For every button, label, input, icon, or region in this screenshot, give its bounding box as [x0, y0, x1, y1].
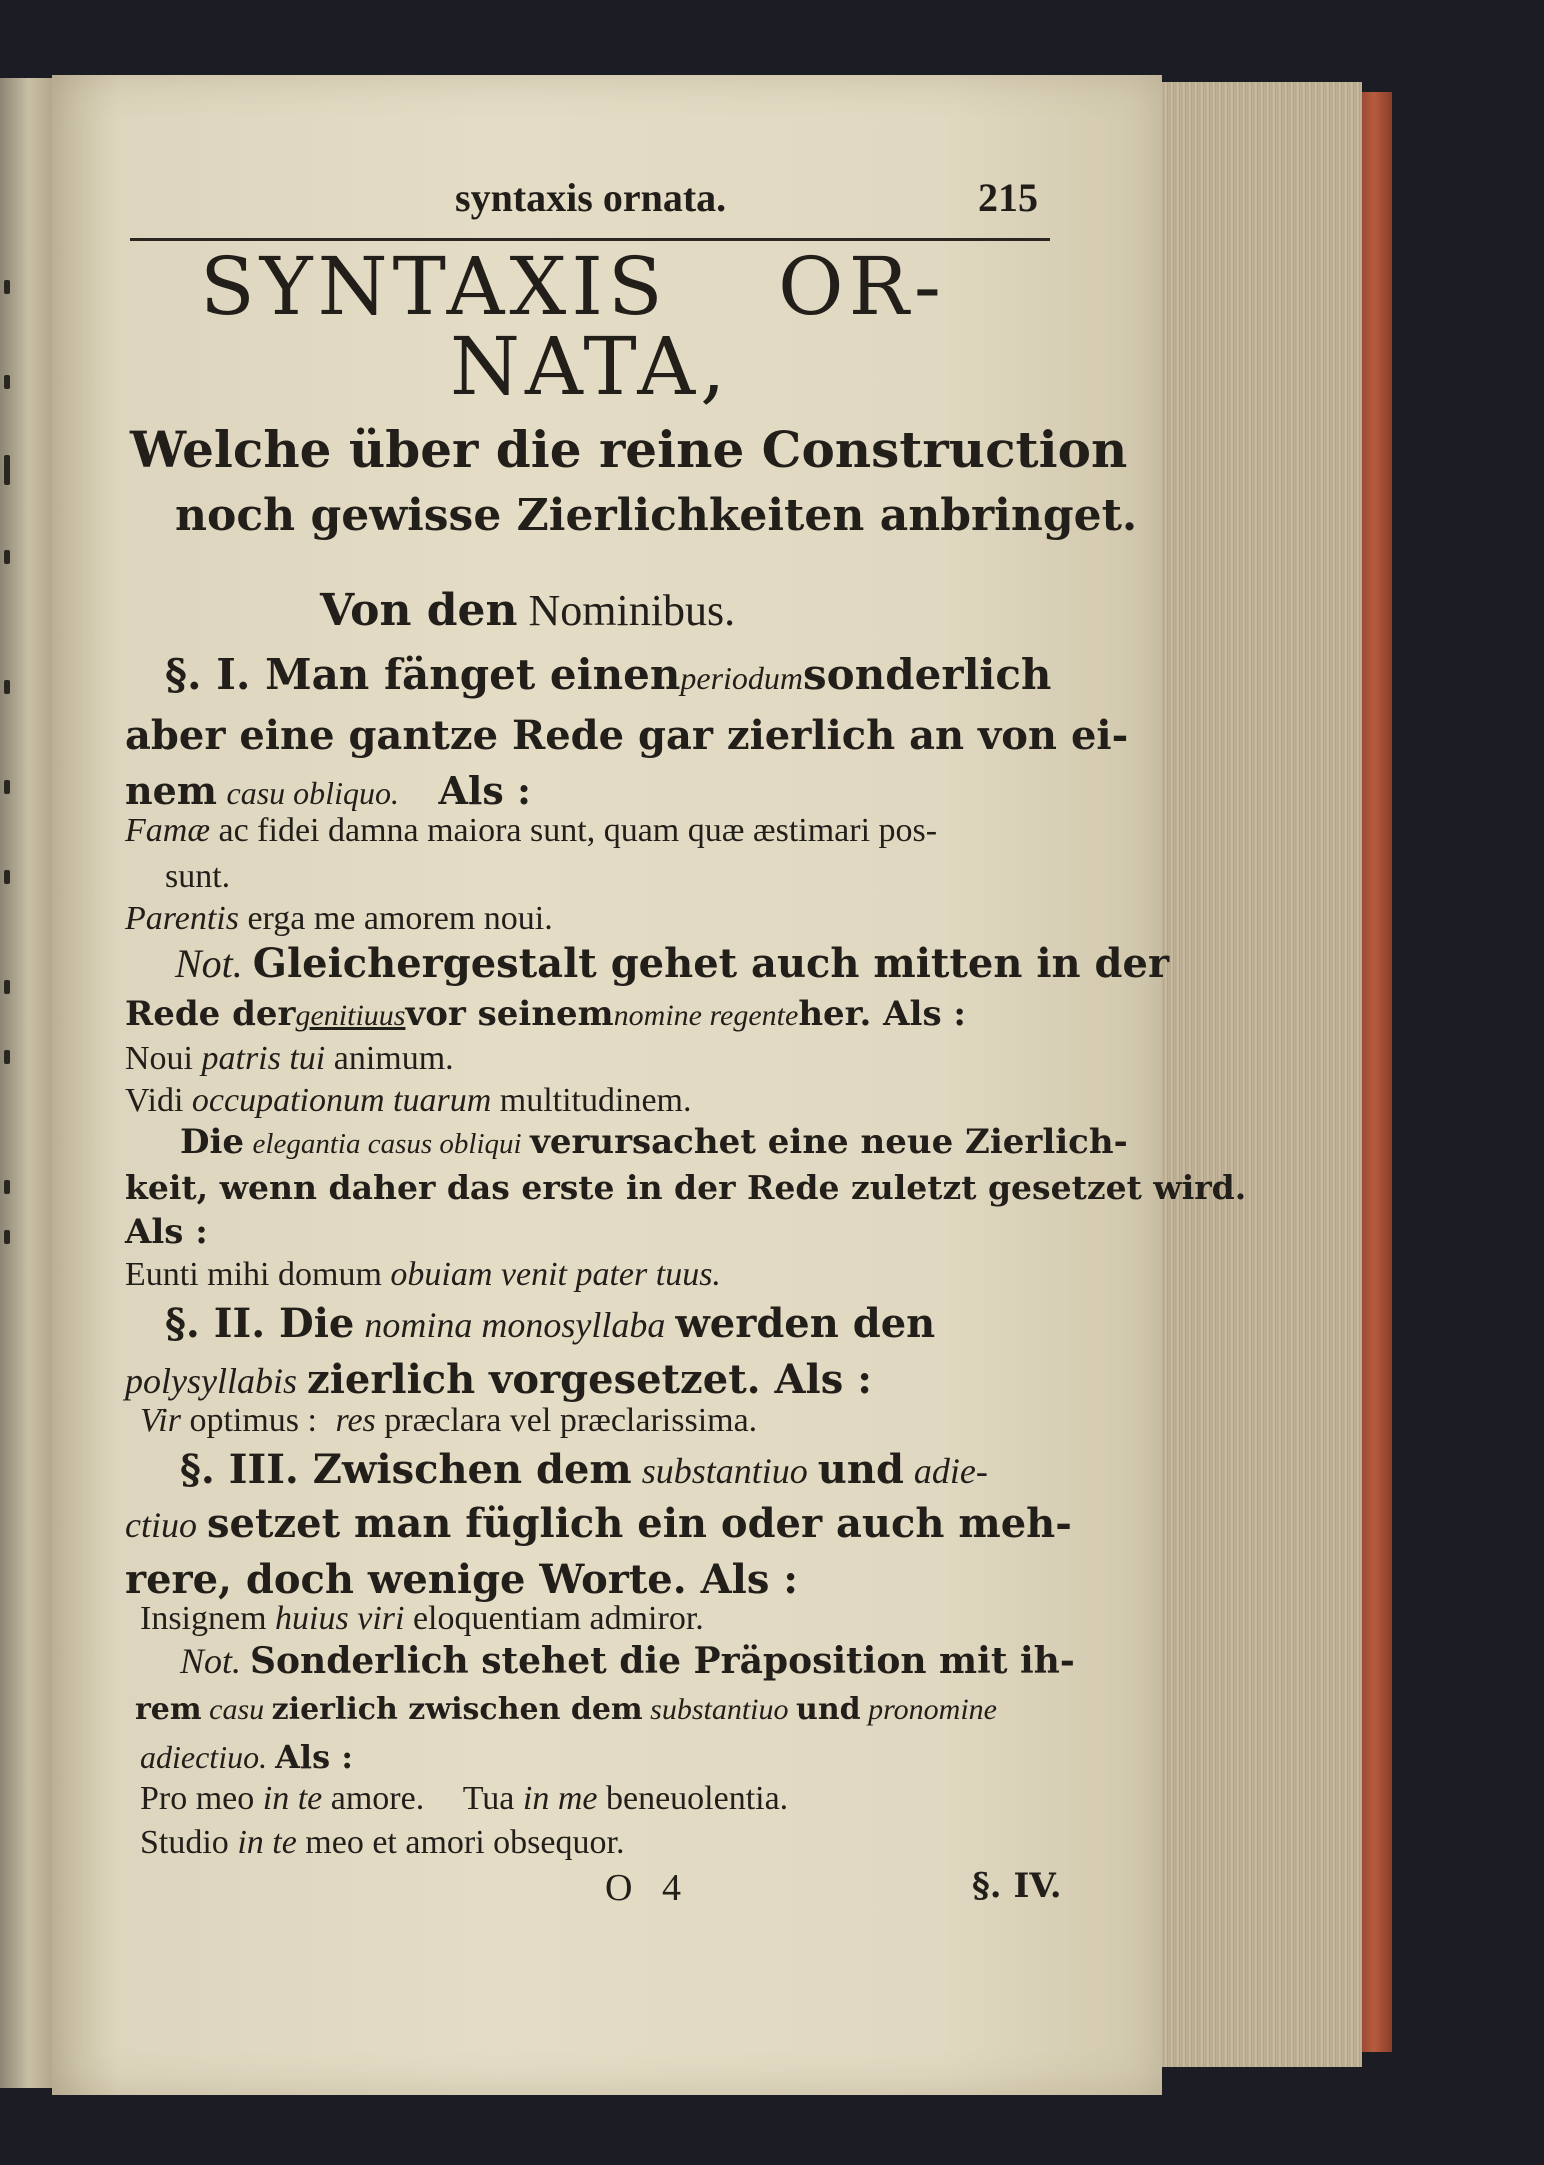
page-block-edge	[1162, 82, 1362, 2067]
example-text: præclara vel præclarissima.	[384, 1402, 758, 1439]
para3-text: und	[817, 1446, 904, 1493]
example-latin: in te	[262, 1780, 323, 1817]
main-title-line2: NATA,	[450, 320, 731, 413]
para1-latin: casu obliquo.	[226, 775, 399, 811]
example1-line1	[125, 812, 937, 850]
example-text: multitudinem.	[499, 1082, 692, 1119]
para3-latin: adie-	[913, 1451, 988, 1491]
note-latin: pronomine	[868, 1693, 998, 1726]
book-cover-edge	[1362, 92, 1392, 2052]
example6-line2	[140, 1824, 624, 1862]
section-heading-prefix: Von den	[320, 585, 518, 636]
note-text: Gleichergestalt gehet auch mitten in der	[252, 940, 1170, 987]
example-text: Studio	[140, 1824, 229, 1861]
example-latin: obuiam venit pater tuus.	[390, 1256, 721, 1293]
para1-line2: aber eine gantze Rede gar zierlich an von ei-	[125, 712, 1129, 759]
example3-line1	[125, 1256, 721, 1294]
note-text: zierlich zwischen dem	[271, 1692, 643, 1727]
running-head	[130, 168, 1050, 241]
catchword: §. IV.	[972, 1866, 1062, 1906]
example-text: eloquentiam admiror.	[412, 1600, 704, 1637]
example-text: erga me amorem noui.	[247, 900, 553, 937]
example-text: Insignem	[140, 1600, 267, 1637]
para1-line1	[165, 650, 1051, 700]
para3-line2	[125, 1500, 1072, 1547]
para1-text: sonderlich	[803, 650, 1052, 699]
example1-line3	[125, 900, 553, 938]
para3-line3: rere, doch wenige Worte. Als :	[125, 1556, 799, 1603]
note-text: Sonderlich stehet die Präposition mit ih-	[250, 1640, 1075, 1682]
example-text: beneuolentia.	[605, 1780, 789, 1817]
example-text: meo et amori obsequor.	[305, 1824, 625, 1861]
example-latin: occupationum tuarum	[191, 1082, 492, 1119]
elegantia-line3: Als :	[125, 1212, 208, 1252]
example-text: Eunti mihi domum	[125, 1256, 382, 1293]
para2-text: zierlich vorgesetzet. Als :	[306, 1356, 872, 1403]
elegantia-text: verursachet eine neue Zierlich-	[530, 1122, 1128, 1162]
note-text: vor seinem	[405, 994, 614, 1034]
note-text: und	[796, 1692, 861, 1727]
example-text: Pro meo	[140, 1780, 255, 1817]
note-latin: casu	[209, 1693, 265, 1726]
example-latin: in te	[237, 1824, 297, 1861]
example2-line2	[125, 1082, 691, 1120]
example-text: Vidi	[125, 1082, 184, 1119]
subtitle-line1: Welche über die reine Construction	[130, 420, 1128, 479]
elegantia-text: Die	[180, 1122, 245, 1162]
note2-line1	[180, 1640, 1075, 1682]
para2-latin: nomina monosyllaba	[364, 1305, 666, 1345]
subtitle-line2: noch gewisse Zierlichkeiten anbringet.	[175, 490, 1138, 541]
example-text: optimus :	[189, 1402, 317, 1439]
example-latin: Parentis	[125, 900, 239, 937]
example-latin: patris tui	[201, 1040, 326, 1077]
example-text: amore.	[330, 1780, 425, 1817]
note2-line3	[140, 1738, 353, 1776]
main-title-line1a: SYNTAXIS	[200, 240, 668, 333]
para3-latin: substantiuo	[641, 1451, 808, 1491]
note-latin: genitiuus	[295, 999, 406, 1032]
para1-line3	[125, 768, 531, 814]
note-latin: substantiuo	[650, 1693, 789, 1726]
para2-text: werden den	[675, 1300, 936, 1347]
elegantia-latin: elegantia casus obliqui	[252, 1128, 522, 1160]
elegantia-line1	[180, 1122, 1128, 1162]
example-latin: huius viri	[275, 1600, 405, 1637]
example-text: animum.	[333, 1040, 454, 1077]
example4-line1	[140, 1402, 757, 1440]
note-label: Not.	[175, 941, 243, 986]
note-text: her. Als :	[798, 994, 966, 1034]
example-text: Noui	[125, 1040, 193, 1077]
left-page-marks	[0, 220, 20, 1820]
para1-text: Als :	[438, 768, 532, 813]
section-heading-latin: Nominibus.	[528, 586, 736, 635]
para2-line1	[165, 1300, 935, 1347]
para3-line1	[180, 1446, 988, 1493]
example1-line2: sunt.	[165, 858, 231, 895]
example-latin: Famæ	[125, 812, 210, 849]
example2-line1	[125, 1040, 454, 1078]
example-text: ac fidei damna maiora sunt, quam quæ æstimari pos-	[218, 812, 938, 849]
para3-text: setzet man füglich ein oder auch meh-	[206, 1500, 1072, 1547]
elegantia-line2: keit, wenn daher das erste in der Rede zuletzt gesetzet wird.	[125, 1168, 1247, 1207]
para3-latin: ctiuo	[125, 1505, 197, 1545]
example5-line1	[140, 1600, 704, 1638]
para2-text: §. II. Die	[165, 1300, 355, 1347]
para2-line2	[125, 1356, 872, 1403]
para1-latin: periodum	[680, 660, 804, 696]
example-latin: Vir	[140, 1402, 181, 1439]
main-title-line1b: OR-	[778, 240, 946, 333]
para1-text: §. I. Man fänget einen	[165, 650, 681, 699]
note-latin: nomine regente	[613, 999, 799, 1032]
note-latin: adiectiuo.	[140, 1739, 268, 1775]
note-text: Rede der	[125, 994, 296, 1034]
para2-latin: polysyllabis	[125, 1361, 297, 1401]
note-text: rem	[135, 1692, 202, 1727]
note-label: Not.	[180, 1641, 242, 1681]
page-number: 215	[978, 175, 1038, 220]
example-latin: res	[335, 1402, 376, 1439]
example-latin: in me	[522, 1780, 598, 1817]
section-heading	[320, 585, 735, 636]
note2-line2	[135, 1692, 997, 1727]
note1-line1	[175, 940, 1169, 987]
signature-mark: O 4	[605, 1867, 691, 1909]
para3-text: §. III. Zwischen dem	[180, 1446, 632, 1493]
note1-line2	[125, 994, 966, 1034]
example6-line1	[140, 1780, 788, 1818]
note-text: Als :	[275, 1738, 354, 1776]
example-text: Tua	[462, 1780, 515, 1817]
para1-text: nem	[125, 768, 218, 813]
running-head-title: syntaxis ornata.	[455, 175, 727, 220]
